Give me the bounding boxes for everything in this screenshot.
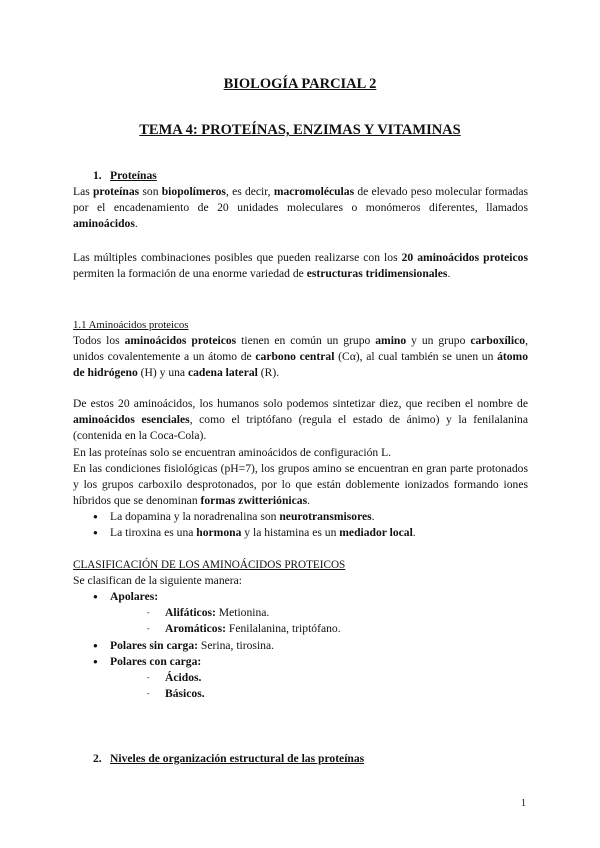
list-item-alifaticos xyxy=(110,605,533,621)
list-item-apolares xyxy=(93,589,533,638)
polares-con-carga-sublist xyxy=(110,670,533,702)
term-proteinas: proteínas xyxy=(92,185,140,198)
section1-number: 1. xyxy=(93,169,102,182)
term-carboxilico: carboxílico xyxy=(470,334,526,347)
text-run: . xyxy=(371,510,375,523)
text-run: . xyxy=(447,267,451,281)
list-item-polares-con-carga xyxy=(93,654,533,703)
text-run: La tiroxina es una xyxy=(110,526,197,540)
subsection-1-1-heading: 1.1 Aminoácidos proteicos xyxy=(73,319,189,331)
list-item xyxy=(93,509,533,525)
text-run: (Cα), al cual también se unen un xyxy=(334,350,498,364)
section1-paragraph-2 xyxy=(73,250,528,282)
term-carbono-central: carbono central xyxy=(255,350,335,364)
text-run: . xyxy=(412,526,416,540)
term-mediador-local: mediador local xyxy=(339,526,413,540)
text-run: y un grupo xyxy=(406,334,471,347)
document-title: BIOLOGÍA PARCIAL 2 xyxy=(223,76,377,92)
text-run: (H) y una xyxy=(137,366,188,380)
subsection-1-1-paragraph-3: En las proteínas solo se encuentran aminoácidos de configuración L. xyxy=(73,445,392,459)
term-aminoacidos: aminoácidos xyxy=(73,217,135,231)
term-neurotransmisores: neurotransmisores xyxy=(279,510,372,523)
section1-label: Proteínas xyxy=(110,169,157,182)
document-subtitle: TEMA 4: PROTEÍNAS, ENZIMAS Y VITAMINAS xyxy=(139,122,461,138)
text-run: , unidos covalentemente a un átomo de xyxy=(73,334,528,364)
section2-heading xyxy=(93,751,364,767)
term-aminoacidos-esenciales: aminoácidos esenciales xyxy=(73,413,190,427)
text-run: tienen en común un grupo xyxy=(236,334,376,347)
list-item-aromaticos xyxy=(110,621,533,637)
text-run: , como el triptófano (regula el estado de ánimo) y la fenilalanina (contenida en la Coca-Cola). xyxy=(73,413,528,443)
term-apolares: Apolares: xyxy=(110,590,159,603)
text-run: La dopamina y la noradrenalina son xyxy=(110,510,280,523)
text-run: (R). xyxy=(257,366,280,380)
classification-list xyxy=(93,589,533,702)
list-item-polares-sin-carga xyxy=(93,638,533,654)
list-item-basicos xyxy=(110,686,533,702)
text-run: . xyxy=(307,494,310,508)
text-run: En las condiciones fisiológicas (pH=7), los grupos amino se encuentran en gran parte protonados y los grupos carboxilo desprotonados, por lo que están doblemente ionizados formando iones híbridos que se denominan xyxy=(73,461,528,508)
text-run: Las xyxy=(73,185,93,198)
subsection-1-1-paragraph-2 xyxy=(73,396,528,509)
term-basicos: Básicos. xyxy=(165,687,205,701)
term-alifaticos: Alifáticos: xyxy=(165,606,216,620)
term-polares-sin-carga: Polares sin carga: xyxy=(110,638,199,652)
text-run: son xyxy=(139,185,162,198)
subsection-1-1-paragraph-1 xyxy=(73,333,528,382)
section1-heading xyxy=(93,168,157,184)
term-cadena-lateral: cadena lateral xyxy=(187,366,258,380)
term-formas-zwitterionicas: formas zwitteriónicas xyxy=(200,494,308,508)
classification-intro: Se clasifican de la siguiente manera: xyxy=(73,574,243,587)
term-20-aminoacidos: 20 aminoácidos proteicos xyxy=(401,251,528,264)
term-acidos: Ácidos. xyxy=(165,671,202,685)
text-run: Todos los xyxy=(73,334,125,347)
term-aminoacidos-proteicos: aminoácidos proteicos xyxy=(124,334,237,347)
term-hormona: hormona xyxy=(196,526,242,540)
text-run: Metionina. xyxy=(215,606,270,620)
section1-paragraph-1 xyxy=(73,184,528,233)
apolares-sublist xyxy=(110,605,533,637)
term-polares-con-carga: Polares con carga: xyxy=(110,654,202,668)
text-run: Las múltiples combinaciones posibles que pueden realizarse con los xyxy=(73,251,402,264)
term-macromoleculas: macromoléculas xyxy=(273,185,355,198)
text-run: Serina, tirosina. xyxy=(198,638,275,652)
text-run: , es decir, xyxy=(225,185,274,198)
text-run: De estos 20 aminoácidos, los humanos solo podemos sintetizar diez, que reciben el nombre de xyxy=(73,397,528,410)
text-run: Fenilalanina, triptófano. xyxy=(225,622,341,636)
text-run: . xyxy=(134,217,138,231)
subsection-1-1-bullet-list xyxy=(93,509,533,541)
list-item xyxy=(93,525,533,541)
text-run: y la histamina es un xyxy=(241,526,340,540)
term-amino: amino xyxy=(375,334,407,347)
section2-label: Niveles de organización estructural de las proteínas xyxy=(110,752,365,765)
list-item-acidos xyxy=(110,670,533,686)
section2-number: 2. xyxy=(93,752,102,765)
page-number: 1 xyxy=(521,798,526,809)
term-biopolimeros: biopolímeros xyxy=(161,185,226,198)
classification-heading: CLASIFICACIÓN DE LOS AMINOÁCIDOS PROTEICOS xyxy=(73,559,346,571)
text-run: permiten la formación de una enorme variedad de xyxy=(73,267,307,281)
term-atomo-hidrogeno: átomo de hidrógeno xyxy=(73,350,528,380)
term-aromaticos: Aromáticos: xyxy=(165,622,226,636)
term-estructuras: estructuras tridimensionales xyxy=(306,267,448,281)
text-run: de elevado peso molecular formadas por el encadenamiento de 20 unidades moleculares o monómeros diferentes, llamados xyxy=(73,185,529,215)
